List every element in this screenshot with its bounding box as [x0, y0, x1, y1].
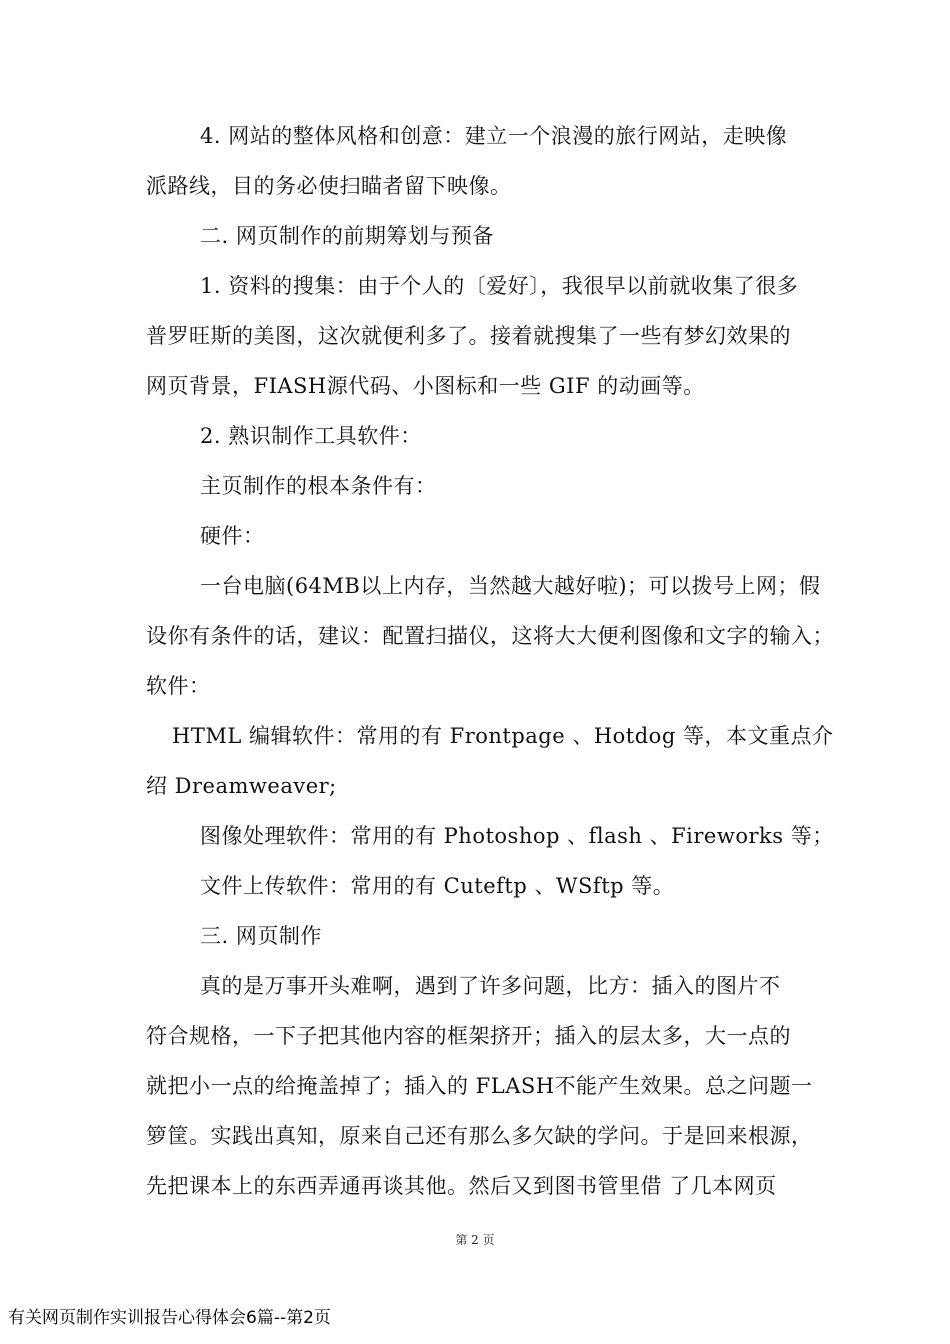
- paragraph-line: 就把小一点的给掩盖掉了；插入的 FLASH不能产生效果。总之问题一: [146, 1074, 813, 1098]
- paragraph-line: 图像处理软件：常用的有 Photoshop 、flash 、Fireworks 等；: [200, 824, 834, 848]
- paragraph-line: 硬件：: [200, 524, 265, 548]
- paragraph-line: 箩筐。实践出真知，原来自己还有那么多欠缺的学问。于是回来根源，: [146, 1124, 813, 1148]
- paragraph-line: 普罗旺斯的美图，这次就便利多了。接着就搜集了一些有梦幻效果的: [146, 324, 791, 348]
- paragraph-line: 派路线，目的务必使扫瞄者留下映像。: [146, 174, 512, 198]
- section-heading: 三. 网页制作: [200, 924, 322, 948]
- paragraph-line: 先把课本上的东西弄通再谈其他。然后又到图书管里借 了几本网页: [146, 1174, 777, 1198]
- paragraph-line: 2. 熟识制作工具软件：: [200, 424, 422, 448]
- paragraph-line: 设你有条件的话，建议：配置扫描仪，这将大大便利图像和文字的输入；: [146, 624, 834, 648]
- paragraph-line: 绍 Dreamweaver;: [146, 774, 337, 798]
- paragraph-line: 软件：: [146, 674, 211, 698]
- footer-title: 有关网页制作实训报告心得体会6篇--第2页: [8, 1308, 331, 1328]
- section-heading: 二. 网页制作的前期筹划与预备: [200, 224, 494, 248]
- paragraph-line: 网页背景，FIASH源代码、小图标和一些 GIF 的动画等。: [146, 374, 705, 398]
- paragraph-line: 文件上传软件：常用的有 Cuteftp 、WSftp 等。: [200, 874, 675, 898]
- paragraph-line: 主页制作的根本条件有：: [200, 474, 437, 498]
- paragraph-line: 真的是万事开头难啊，遇到了许多问题，比方：插入的图片不: [200, 974, 781, 998]
- paragraph-line: 4. 网站的整体风格和创意：建立一个浪漫的旅行网站，走映像: [200, 124, 788, 148]
- paragraph-line: HTML 编辑软件：常用的有 Frontpage 、Hotdog 等，本文重点介: [172, 724, 834, 748]
- paragraph-line: 一台电脑(64MB以上内存，当然越大越好啦)；可以拨号上网；假: [200, 574, 821, 598]
- paragraph-line: 符合规格，一下子把其他内容的框架挤开；插入的层太多，大一点的: [146, 1024, 791, 1048]
- page-number: 第 2 页: [455, 1233, 495, 1247]
- paragraph-line: 1. 资料的搜集：由于个人的〔爱好〕，我很早以前就收集了很多: [200, 274, 799, 298]
